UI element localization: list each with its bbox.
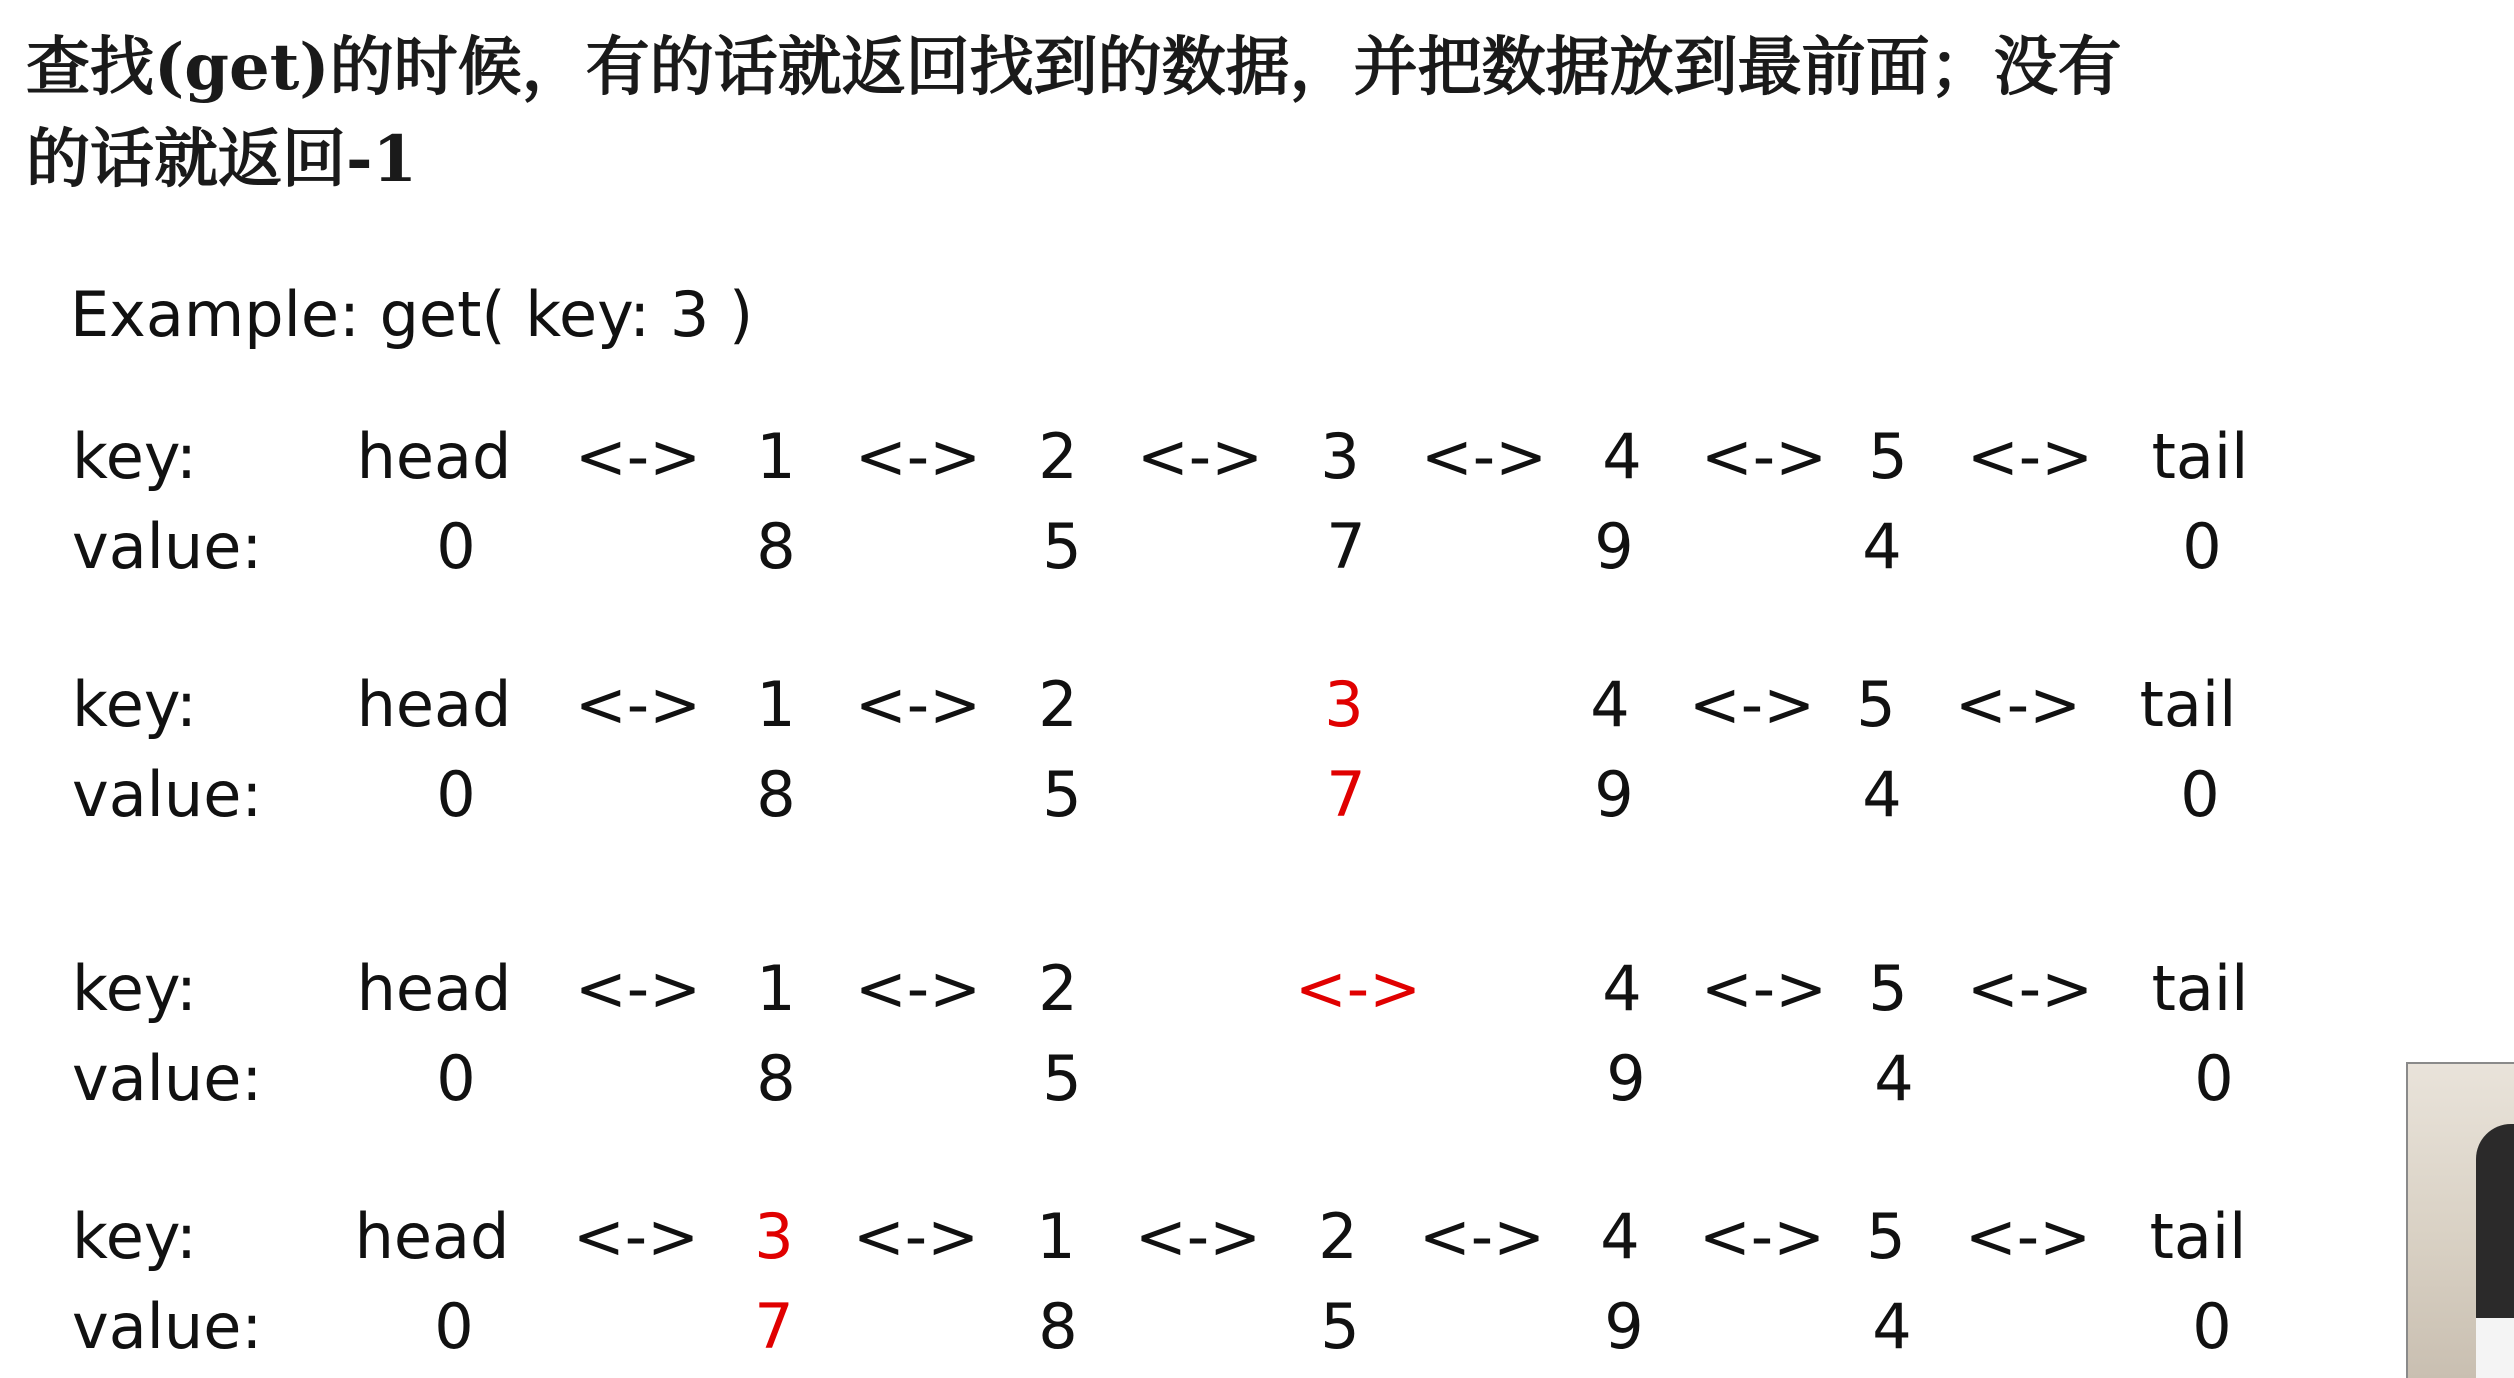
node-tail-key: tail <box>2149 1200 2247 1273</box>
node-value: 9 <box>1604 1290 1644 1363</box>
node-value: 8 <box>756 758 796 831</box>
node-key: 5 <box>1856 668 1896 741</box>
node-key: 1 <box>756 420 796 493</box>
node-tail-key: tail <box>2139 668 2237 741</box>
state1-key-row <box>0 412 2514 502</box>
state4-value-row <box>0 1282 2514 1372</box>
node-key: 2 <box>1318 1200 1358 1273</box>
node-key: 2 <box>1038 420 1078 493</box>
link-arrow: <-> <box>1418 1200 1546 1273</box>
state1-value-row <box>0 502 2514 592</box>
node-value: 0 <box>436 510 476 583</box>
link-arrow: <-> <box>574 952 702 1025</box>
state4-key-row <box>0 1192 2514 1282</box>
node-key: 5 <box>1868 952 1908 1025</box>
link-arrow: <-> <box>1688 668 1816 741</box>
value-label: value: <box>72 1042 263 1115</box>
node-value: 5 <box>1320 1290 1360 1363</box>
node-key: 1 <box>1036 1200 1076 1273</box>
link-arrow: <-> <box>1698 1200 1826 1273</box>
link-arrow: <-> <box>1420 420 1548 493</box>
page-title <box>26 22 2514 206</box>
node-key: 2 <box>1038 952 1078 1025</box>
link-arrow: <-> <box>1134 1200 1262 1273</box>
link-arrow: <-> <box>1700 952 1828 1025</box>
node-value: 9 <box>1606 1042 1646 1115</box>
node-head-key: head <box>356 952 512 1025</box>
node-key: 4 <box>1602 952 1642 1025</box>
node-tail-key: tail <box>2151 952 2249 1025</box>
node-value: 4 <box>1874 1042 1914 1115</box>
node-value: 0 <box>2180 758 2220 831</box>
state3-key-row <box>0 944 2514 1034</box>
presenter-collar <box>2476 1318 2514 1378</box>
presenter-video-thumbnail <box>2406 1062 2514 1378</box>
state2-value-row <box>0 750 2514 840</box>
node-value: 9 <box>1594 510 1634 583</box>
node-value: 4 <box>1862 758 1902 831</box>
node-value: 8 <box>756 1042 796 1115</box>
state2-key-row <box>0 660 2514 750</box>
node-key: 4 <box>1602 420 1642 493</box>
link-arrow: <-> <box>852 1200 980 1273</box>
link-arrow: <-> <box>574 668 702 741</box>
node-value: 0 <box>2194 1042 2234 1115</box>
node-key: 1 <box>756 668 796 741</box>
node-key: 5 <box>1866 1200 1906 1273</box>
node-value: 4 <box>1872 1290 1912 1363</box>
node-value: 5 <box>1042 510 1082 583</box>
link-arrow: <-> <box>1966 420 2094 493</box>
node-key: 2 <box>1038 668 1078 741</box>
node-tail-key: tail <box>2151 420 2249 493</box>
node-key: 3 <box>1320 420 1360 493</box>
link-arrow: <-> <box>1954 668 2082 741</box>
link-arrow: <-> <box>572 1200 700 1273</box>
node-value: 8 <box>756 510 796 583</box>
title-line-1: 查找(get)的时候，有的话就返回找到的数据，并把数据放到最前面；没有 <box>26 30 2122 105</box>
link-arrow: <-> <box>1964 1200 2092 1273</box>
node-value: 0 <box>436 758 476 831</box>
node-value: 0 <box>436 1042 476 1115</box>
node-value: 8 <box>1038 1290 1078 1363</box>
node-head-key: head <box>356 668 512 741</box>
example-caption: Example: get( key: 3 ) <box>70 278 754 351</box>
value-label: value: <box>72 510 263 583</box>
key-label: key: <box>72 952 197 1025</box>
link-arrow: <-> <box>854 420 982 493</box>
node-value: 0 <box>434 1290 474 1363</box>
link-arrow: <-> <box>854 952 982 1025</box>
node-value: 4 <box>1862 510 1902 583</box>
node-value: 9 <box>1594 758 1634 831</box>
moved-node-value: 7 <box>754 1290 794 1363</box>
relinked-arrow: <-> <box>1294 952 1422 1025</box>
node-key: 5 <box>1868 420 1908 493</box>
link-arrow: <-> <box>1966 952 2094 1025</box>
link-arrow: <-> <box>1700 420 1828 493</box>
moved-node-key: 3 <box>754 1200 794 1273</box>
node-head-key: head <box>356 420 512 493</box>
value-label: value: <box>72 1290 263 1363</box>
node-value: 0 <box>2182 510 2222 583</box>
node-head-key: head <box>354 1200 510 1273</box>
link-arrow: <-> <box>574 420 702 493</box>
node-value: 5 <box>1042 1042 1082 1115</box>
link-arrow: <-> <box>1136 420 1264 493</box>
found-node-value: 7 <box>1326 758 1366 831</box>
found-node-key: 3 <box>1324 668 1364 741</box>
title-line-2: 的话就返回-1 <box>26 122 418 197</box>
node-key: 4 <box>1590 668 1630 741</box>
node-value: 7 <box>1326 510 1366 583</box>
value-label: value: <box>72 758 263 831</box>
key-label: key: <box>72 668 197 741</box>
key-label: key: <box>72 1200 197 1273</box>
node-key: 4 <box>1600 1200 1640 1273</box>
key-label: key: <box>72 420 197 493</box>
node-value: 5 <box>1042 758 1082 831</box>
link-arrow: <-> <box>854 668 982 741</box>
node-value: 0 <box>2192 1290 2232 1363</box>
node-key: 1 <box>756 952 796 1025</box>
state3-value-row <box>0 1034 2514 1124</box>
